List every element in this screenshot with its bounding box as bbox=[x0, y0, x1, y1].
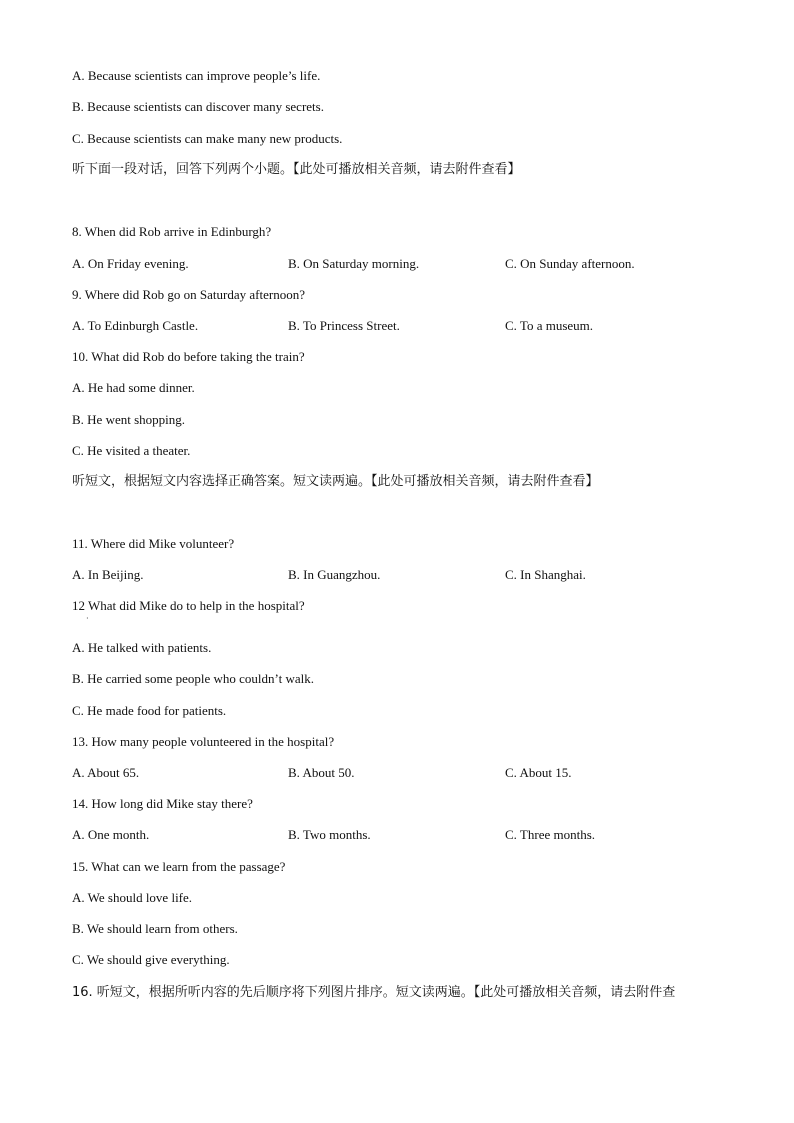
q11-stem: 11. Where did Mike volunteer? bbox=[72, 536, 235, 551]
q7-option-a: A. Because scientists can improve people’s life. bbox=[72, 68, 321, 83]
q7-option-b: B. Because scientists can discover many secrets. bbox=[72, 99, 324, 114]
q12-option-c: C. He made food for patients. bbox=[72, 703, 227, 718]
q14-option-a: A. One month. bbox=[72, 827, 150, 842]
q10-option-c: C. He visited a theater. bbox=[72, 443, 191, 458]
q14-option-c: C. Three months. bbox=[505, 827, 596, 842]
q13-option-a: A. About 65. bbox=[72, 765, 140, 780]
q11-option-c: C. In Shanghai. bbox=[505, 567, 586, 582]
q8-option-a: A. On Friday evening. bbox=[72, 256, 189, 271]
q15-option-b: B. We should learn from others. bbox=[72, 921, 238, 936]
q12-option-a: A. He talked with patients. bbox=[72, 640, 212, 655]
q11-option-b: B. In Guangzhou. bbox=[288, 567, 381, 582]
q15-option-a: A. We should love life. bbox=[72, 890, 193, 905]
q12-dot-mark: · bbox=[86, 614, 89, 623]
q10-stem: 10. What did Rob do before taking the train? bbox=[72, 349, 305, 364]
q10-option-b: B. He went shopping. bbox=[72, 412, 186, 427]
q15-option-c: C. We should give everything. bbox=[72, 952, 230, 967]
q13-option-c: C. About 15. bbox=[505, 765, 572, 780]
q12-option-b: B. He carried some people who couldn’t walk. bbox=[72, 671, 314, 686]
q13-option-b: B. About 50. bbox=[288, 765, 355, 780]
q8-option-b: B. On Saturday morning. bbox=[288, 256, 420, 271]
q9-stem: 9. Where did Rob go on Saturday afternoon? bbox=[72, 287, 305, 302]
q9-option-b: B. To Princess Street. bbox=[288, 318, 400, 333]
q15-stem: 15. What can we learn from the passage? bbox=[72, 859, 286, 874]
q8-stem: 8. When did Rob arrive in Edinburgh? bbox=[72, 224, 272, 239]
q8-option-c: C. On Sunday afternoon. bbox=[505, 256, 635, 271]
q11-option-a: A. In Beijing. bbox=[72, 567, 144, 582]
q16-stem: 16. 听短文，根据所听内容的先后顺序将下列图片排序。短文读两遍。【此处可播放相关音频，请去附件查 bbox=[72, 985, 676, 1000]
q7-option-c: C. Because scientists can make many new products. bbox=[72, 131, 343, 146]
q14-option-b: B. Two months. bbox=[288, 827, 371, 842]
q14-stem: 14. How long did Mike stay there? bbox=[72, 796, 253, 811]
q12-stem: 12 What did Mike do to help in the hospital? bbox=[72, 598, 305, 613]
q10-option-a: A. He had some dinner. bbox=[72, 380, 195, 395]
section-instruction-dialogue: 听下面一段对话，回答下列两个小题。【此处可播放相关音频，请去附件查看】 bbox=[72, 162, 521, 177]
q9-option-a: A. To Edinburgh Castle. bbox=[72, 318, 199, 333]
q9-option-c: C. To a museum. bbox=[505, 318, 594, 333]
q13-stem: 13. How many people volunteered in the hospital? bbox=[72, 734, 335, 749]
section-instruction-passage: 听短文，根据短文内容选择正确答案。短文读两遍。【此处可播放相关音频，请去附件查看】 bbox=[72, 474, 599, 489]
